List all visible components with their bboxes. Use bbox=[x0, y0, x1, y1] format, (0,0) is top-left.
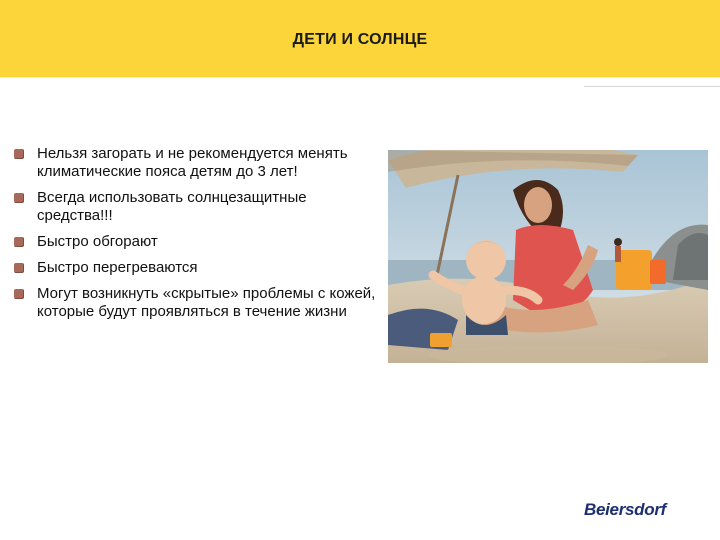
bullet-square-icon bbox=[14, 237, 24, 247]
beiersdorf-logo: Beiersdorf bbox=[584, 500, 667, 519]
bullet-square-icon bbox=[14, 289, 24, 299]
bullet-square-icon bbox=[14, 193, 24, 203]
bullet-item bbox=[14, 145, 376, 181]
accent-divider bbox=[584, 86, 720, 87]
bullet-item bbox=[14, 189, 376, 225]
beach-photo-illustration bbox=[388, 150, 708, 363]
slide-title: ДЕТИ И СОЛНЦЕ bbox=[292, 31, 428, 48]
bullet-text: Быстро обгорают bbox=[37, 233, 158, 250]
bullet-list bbox=[14, 145, 376, 329]
bullet-item bbox=[14, 285, 376, 321]
bullet-item bbox=[14, 233, 376, 251]
bullet-text: Быстро перегреваются bbox=[37, 259, 198, 276]
bullet-text: Всегда использовать солнцезащитные средства!!! bbox=[37, 189, 307, 224]
bullet-square-icon bbox=[14, 149, 24, 159]
bullet-item bbox=[14, 259, 376, 277]
bullet-square-icon bbox=[14, 263, 24, 273]
bullet-text: Могут возникнуть «скрытые» проблемы с кожей, которые будут проявляться в течение жизни bbox=[37, 285, 376, 320]
header-divider bbox=[0, 77, 720, 78]
beach-photo bbox=[388, 150, 708, 363]
bullet-text: Нельзя загорать и не рекомендуется менять климатические пояса детям до 3 лет! bbox=[37, 145, 348, 180]
